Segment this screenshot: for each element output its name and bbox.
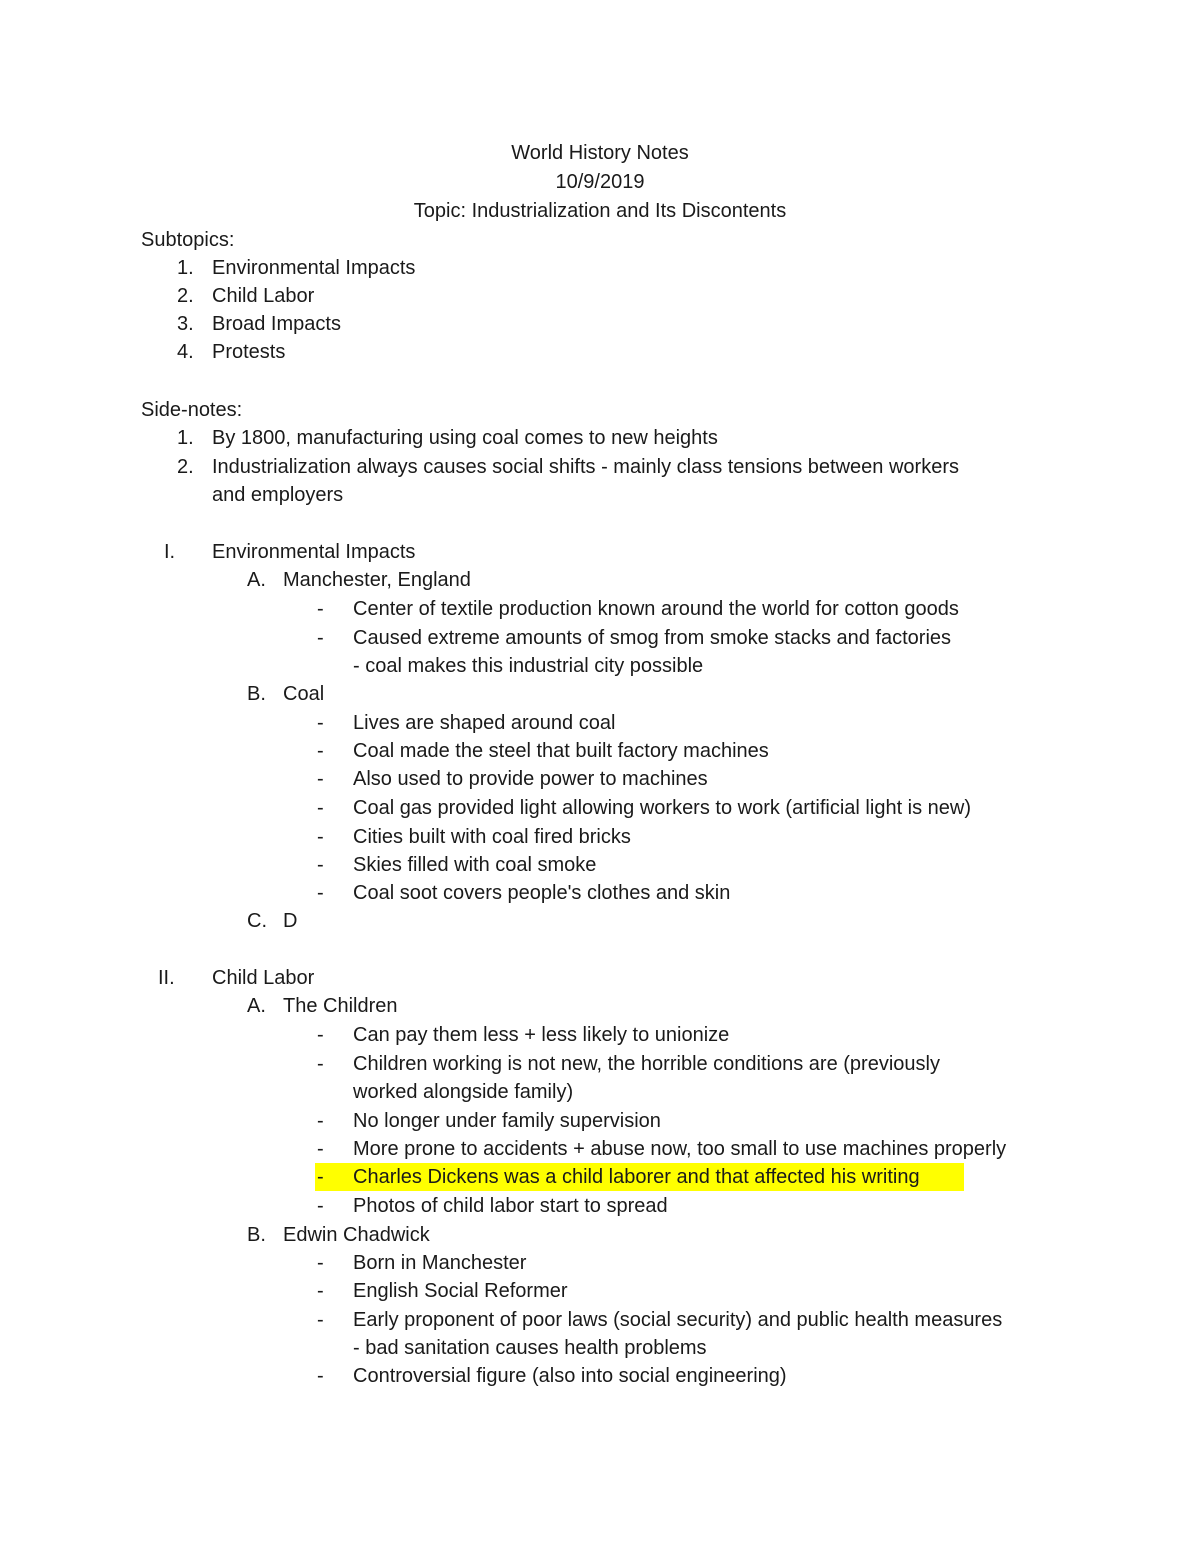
bullet-item: Controversial figure (also into social engineering) [353, 1365, 787, 1387]
document-date: 10/9/2019 [555, 171, 645, 193]
bullet-dash: - [317, 1024, 324, 1046]
section-title: Child Labor [212, 967, 315, 989]
subsection-title: D [283, 910, 298, 932]
bullet-dash: - [317, 1138, 324, 1160]
bullet-item: Can pay them less + less likely to unionize [353, 1024, 730, 1046]
bullet-item: More prone to accidents + abuse now, too small to use machines properly [353, 1138, 1007, 1160]
subtopic-number: 4. [177, 341, 194, 363]
bullet-item: Lives are shaped around coal [353, 712, 616, 734]
bullet-dash: - [317, 797, 324, 819]
sidenotes-heading: Side-notes: [141, 399, 243, 421]
bullet-item: Also used to provide power to machines [353, 768, 708, 790]
bullet-item: No longer under family supervision [353, 1110, 661, 1132]
bullet-dash: - [317, 854, 324, 876]
bullet-dash: - [317, 1280, 324, 1302]
bullet-dash: - [317, 598, 324, 620]
subtopic-item: Environmental Impacts [212, 257, 416, 279]
bullet-dash: - [317, 1110, 324, 1132]
subtopic-item: Protests [212, 341, 286, 363]
bullet-item: Skies filled with coal smoke [353, 854, 597, 876]
sidenote-item-continued: and employers [212, 484, 344, 506]
bullet-dash: - [317, 1053, 324, 1075]
document-topic: Topic: Industrialization and Its Discontents [413, 200, 787, 222]
subtopic-item: Child Labor [212, 285, 315, 307]
section-title: Environmental Impacts [212, 541, 416, 563]
subsection-title: Edwin Chadwick [283, 1224, 430, 1246]
subsection-letter: A. [247, 995, 266, 1017]
bullet-item: Caused extreme amounts of smog from smoke stacks and factories [353, 627, 952, 649]
bullet-item-continued: worked alongside family) [353, 1081, 574, 1103]
bullet-dash: - [317, 627, 324, 649]
sidenote-item: Industrialization always causes social shifts - mainly class tensions between workers [212, 456, 959, 478]
bullet-item: Center of textile production known around the world for cotton goods [353, 598, 959, 620]
bullet-dash: - [317, 1365, 324, 1387]
highlighted-bullet-item: Charles Dickens was a child laborer and that affected his writing [353, 1166, 920, 1188]
bullet-dash: - [317, 882, 324, 904]
subtopic-number: 1. [177, 257, 194, 279]
subtopics-heading: Subtopics: [141, 229, 235, 251]
bullet-item: Coal soot covers people's clothes and skin [353, 882, 731, 904]
subsection-letter: B. [247, 1224, 266, 1246]
bullet-dash: - [317, 1166, 324, 1188]
sidenote-number: 1. [177, 427, 194, 449]
subtopic-number: 2. [177, 285, 194, 307]
section-numeral: I. [164, 541, 176, 563]
subtopic-number: 3. [177, 313, 194, 335]
document-title: World History Notes [511, 142, 689, 164]
sidenote-number: 2. [177, 456, 194, 478]
bullet-item: Born in Manchester [353, 1252, 527, 1274]
bullet-item: Early proponent of poor laws (social security) and public health measures [353, 1309, 1003, 1331]
bullet-item: Children working is not new, the horrible conditions are (previously [353, 1053, 940, 1075]
bullet-item: Cities built with coal fired bricks [353, 826, 631, 848]
subsection-title: Manchester, England [283, 569, 471, 591]
bullet-dash: - [317, 1195, 324, 1217]
subsection-letter: C. [247, 910, 267, 932]
bullet-subitem: - coal makes this industrial city possible [353, 655, 704, 677]
subsection-title: Coal [283, 683, 325, 705]
bullet-dash: - [317, 740, 324, 762]
subsection-title: The Children [283, 995, 398, 1017]
subsection-letter: A. [247, 569, 266, 591]
bullet-item: Coal gas provided light allowing workers to work (artificial light is new) [353, 797, 972, 819]
bullet-item: English Social Reformer [353, 1280, 568, 1302]
bullet-dash: - [317, 826, 324, 848]
bullet-dash: - [317, 768, 324, 790]
bullet-item: Coal made the steel that built factory machines [353, 740, 769, 762]
bullet-item: Photos of child labor start to spread [353, 1195, 668, 1217]
section-numeral: II. [158, 967, 175, 989]
bullet-dash: - [317, 1252, 324, 1274]
sidenote-item: By 1800, manufacturing using coal comes to new heights [212, 427, 718, 449]
subsection-letter: B. [247, 683, 266, 705]
bullet-dash: - [317, 1309, 324, 1331]
bullet-subitem: - bad sanitation causes health problems [353, 1337, 707, 1359]
bullet-dash: - [317, 712, 324, 734]
subtopic-item: Broad Impacts [212, 313, 341, 335]
